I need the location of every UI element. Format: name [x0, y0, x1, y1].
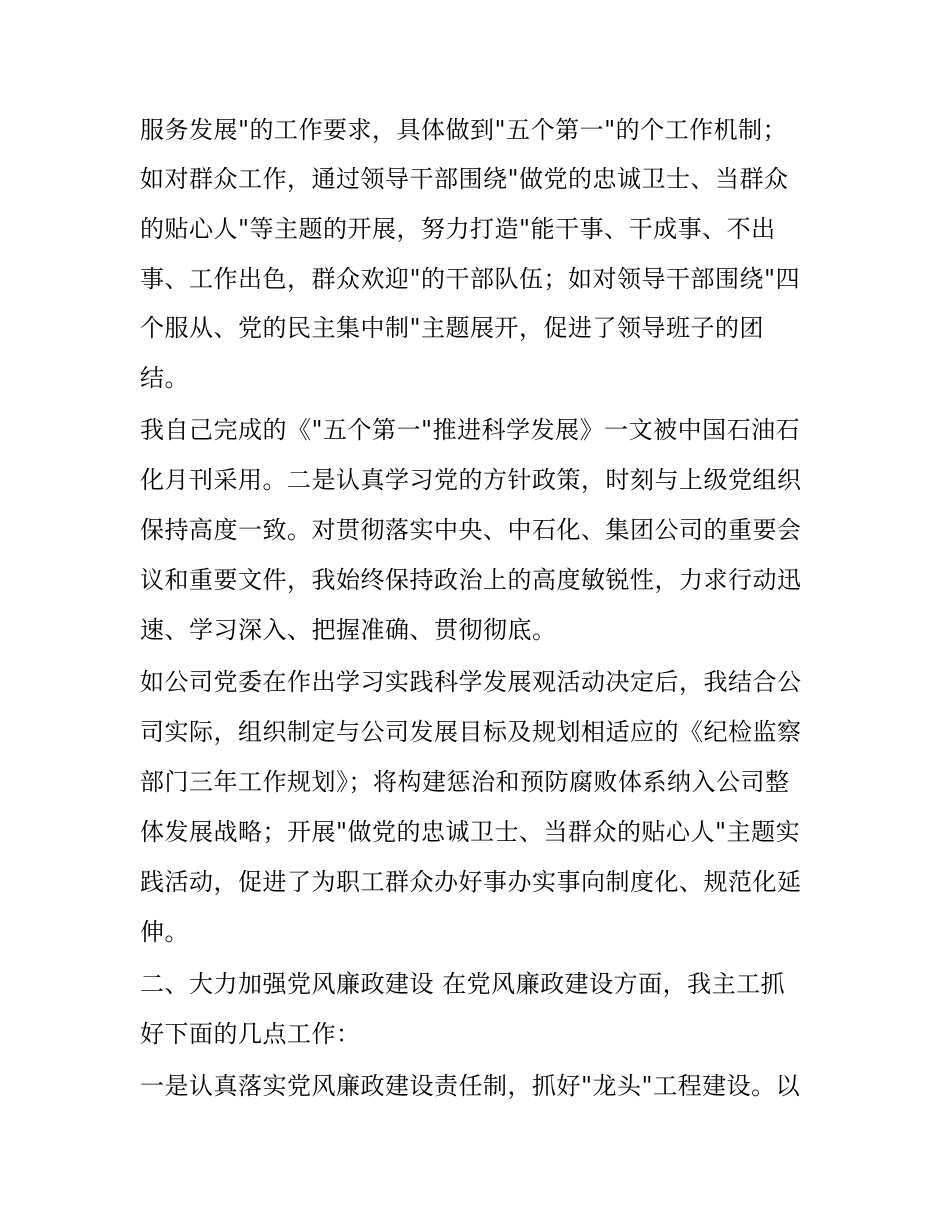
text-line: 二、大力加强党风廉政建设 在党风廉政建设方面，我主工抓 [140, 970, 786, 998]
text-line: 服务发展"的工作要求，具体做到"五个第一"的个工作机制； [140, 116, 788, 144]
text-line: 践活动，促进了为职工群众办好事办实事向制度化、规范化延 [140, 868, 802, 896]
text-line: 个服从、党的民主集中制"主题展开，促进了领导班子的团 [140, 314, 765, 342]
text-line: 的贴心人"等主题的开展，努力打造"能干事、干成事、不出 [140, 215, 776, 243]
text-line: 保持高度一致。对贯彻落实中央、中石化、集团公司的重要会 [140, 516, 802, 544]
text-line: 部门三年工作规划》；将构建惩治和预防腐败体系纳入公司整 [140, 768, 790, 796]
text-line: 我自己完成的《"五个第一"推进科学发展》一文被中国石油石 [140, 416, 801, 444]
text-line: 议和重要文件，我始终保持政治上的高度敏锐性，力求行动迅 [140, 566, 802, 594]
text-line: 体发展战略；开展"做党的忠诚卫士、当群众的贴心人"主题实 [140, 818, 801, 846]
text-line: 伸。 [140, 918, 189, 946]
text-line: 司实际，组织制定与公司发展目标及规划相适应的《纪检监察 [140, 718, 802, 746]
text-line: 如对群众工作，通过领导干部围绕"做党的忠诚卫士、当群众 [140, 165, 789, 193]
text-line: 一是认真落实党风廉政建设责任制，抓好"龙头"工程建设。以 [140, 1072, 801, 1100]
text-line: 结。 [140, 364, 189, 392]
text-line: 速、学习深入、把握准确、贯彻彻底。 [140, 616, 557, 644]
text-line: 如公司党委在作出学习实践科学发展观活动决定后，我结合公 [140, 668, 802, 696]
text-line: 事、工作出色，群众欢迎"的干部队伍；如对领导干部围绕"四 [140, 265, 801, 293]
text-line: 化月刊采用。二是认真学习党的方针政策，时刻与上级党组织 [140, 466, 802, 494]
text-line: 好下面的几点工作： [140, 1020, 361, 1048]
